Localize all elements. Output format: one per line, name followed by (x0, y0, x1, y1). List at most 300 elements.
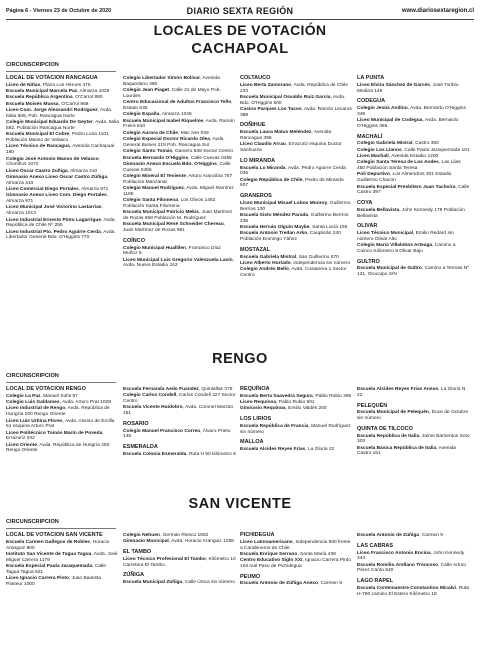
school-address: , John Kennedy 344 (357, 550, 465, 562)
polling-place-entry (240, 581, 353, 587)
school-name: Liceo Industrial Pto. Pedro Aguirre Cerda (6, 229, 101, 235)
polling-place-entry (6, 400, 119, 406)
newspaper-brand: DIARIO SEXTA REGIÓN (186, 6, 294, 16)
school-address: , Calle Única sin número (182, 580, 235, 586)
school-name: Liceo Técnico Municipal (357, 231, 413, 237)
school-name: Liceo Berta Zamorano (240, 82, 292, 88)
polling-place-entry (240, 83, 353, 95)
school-name: Colegio Jesús Andino (357, 106, 408, 111)
polling-place-entry (6, 187, 119, 193)
school-name: Colegio Libertador Simón Bolívar (123, 76, 200, 81)
school-name: Casino Parques Los Tacos (240, 106, 302, 112)
school-address: , Calle Tagua Tagua 521 (6, 563, 106, 575)
municipality-heading: QUINTA DE TILCOCO (357, 425, 413, 432)
school-name: Colegio Gabriela Mistral (357, 141, 413, 147)
page-header (6, 4, 474, 18)
school-address: , Avda. Horacio Aranguiz 1298 (168, 539, 234, 545)
school-name: Liceo Ignacio Carrera Pinto (6, 576, 69, 582)
polling-place-entry (6, 576, 119, 588)
school-address: , La Gloria 22 (305, 447, 335, 453)
school-address: , John Kennedy 178 Población Bellavista (357, 207, 465, 219)
school-address: , Avenida Estadio 1200 (388, 154, 439, 160)
school-address: , Avda. Ramón Freire 810 (123, 118, 235, 130)
school-name: Escuela Carmen Gallegos de Robles (6, 539, 90, 545)
school-address: , Juan Martínez de Rozas 658 Población M. Rodríguez (123, 210, 233, 221)
school-address: , Avda. Bdo. O'Higgins 500 (240, 94, 346, 106)
polling-place-entry (357, 118, 470, 130)
polling-place-entry (123, 387, 236, 393)
school-address: , Ignacio Carrera Pinto 104 mal Paso de Pichidegua (240, 558, 351, 569)
column (123, 518, 240, 598)
school-address: , Almarza 1013 (6, 205, 103, 217)
school-name: Escuela Municipal René Schneider Chereau (123, 222, 224, 228)
municipality-heading: OLIVAR (357, 223, 378, 230)
municipality-heading: MALLOA (240, 439, 264, 446)
school-address: , Los Almendros 301 Estadio Guillermo Chacón (357, 172, 452, 184)
polling-place-entry (357, 141, 470, 147)
polling-place-entry (357, 160, 470, 172)
school-name: Escuela República de Italia (357, 433, 420, 439)
column-caption (240, 372, 353, 382)
school-address: , Gamero 638 Sector Centro (172, 149, 234, 155)
school-name: Liceo Claudio Arrau (240, 142, 286, 148)
municipality-heading: PICHIDEGUA (240, 532, 275, 538)
school-name: Liceo Machalí (357, 154, 389, 160)
school-address: , Calle 21 de Mayo Pob. Lourdes (123, 88, 221, 99)
school-address: , Avda. Bernardo O'Higgins 349 (357, 106, 466, 117)
school-address: , Camino a Termas Nº 121, Orocoipo S/N (357, 266, 470, 278)
school-address: , Chorrillos 1072 (6, 156, 101, 168)
school-address: , Errazuriz esquina Doctor Sanhueza (240, 142, 342, 154)
school-address: , Pedro de Miranda 607 (240, 177, 344, 189)
school-name: Escuela Municipal Isabel Riquelme (123, 118, 204, 124)
municipality-heading: DOÑIHUE (240, 122, 266, 129)
school-name: Colegio Especial Doctor Ricardo Olea (123, 137, 210, 143)
school-address: , Manuel Rodríguez sin número (240, 423, 351, 435)
school-name: Escuela Especial Presbítero Juan Tachoira (357, 184, 456, 190)
column (6, 372, 123, 458)
school-name: Colegio Manuel Rodríguez (123, 186, 184, 192)
polling-place-entry (123, 162, 236, 174)
school-address: , Doce de Octubre sin número (357, 410, 469, 421)
polling-place-entry (123, 405, 236, 417)
school-address: , Francisco Díaz Muñoz 5 (123, 245, 221, 257)
column (123, 61, 240, 279)
school-name: Escuela Lo Miranda (240, 165, 286, 171)
municipality-heading: LOCAL DE VOTACION RANCAGUA (6, 75, 98, 81)
polling-place-entry (123, 258, 236, 270)
municipality-heading: LOS LIRIOS (240, 416, 272, 423)
school-address: , Avda. Ramón Lecaros 388 (240, 106, 352, 118)
school-name: Colegio Municipal Eduardo De Geyter (6, 120, 93, 126)
column-caption (357, 518, 470, 528)
school-address: , Calle Cuevas 0455 (123, 161, 231, 173)
section-cachapoal (6, 61, 474, 326)
polling-place-entry (240, 95, 353, 107)
school-name: Escuela República de Francia (240, 423, 309, 429)
school-address: , Avenida Baquedano 390 (123, 76, 220, 87)
school-name: Escuela Gabriela Mistral (240, 254, 296, 260)
school-name: Liceo Óscar Castro Zuñiga (6, 168, 68, 174)
polling-place-entry (6, 540, 119, 552)
columns (6, 372, 474, 458)
municipality-heading: COLTAUCO (240, 75, 271, 81)
polling-place-entry (240, 107, 353, 119)
website-link[interactable]: www.diariosextaregion.cl (401, 8, 474, 14)
school-name: Escuela Contemaestre Constantino Micalvi (357, 585, 457, 591)
column (123, 372, 240, 458)
polling-place-entry (6, 157, 119, 169)
polling-place-entry (240, 225, 353, 231)
school-address: , Castro 300 (412, 141, 439, 147)
column (240, 372, 357, 458)
school-name: Liceo Luis Urbina Flores (6, 418, 63, 424)
column (357, 372, 474, 458)
school-address: , Estado 635 (123, 100, 233, 111)
polling-place-entry (240, 400, 353, 406)
column-caption (123, 518, 236, 528)
polling-place-entry (123, 580, 236, 586)
polling-place-entry (240, 166, 353, 178)
polling-place-entry (6, 552, 119, 564)
polling-place-entry (6, 169, 119, 175)
polling-place-entry (123, 198, 236, 210)
school-address: , Ruta H-790 camino El Estero Kilómetro 18 (357, 585, 469, 597)
school-address: , Avda. Italia 608, Pob. Rancagua Norte (6, 108, 113, 119)
polling-place-entry (240, 178, 353, 190)
school-address: , Jaime Barrientos Soto 303 (357, 433, 470, 445)
school-name: Liceo Técnico de Rancagua (6, 144, 70, 150)
school-name: Colegio Andrés Bello (240, 267, 289, 273)
school-name: Liceo Municipal José Victorino Lastarrias (6, 205, 102, 211)
school-address: , Avda. Pedro Aguirre Cerda 035 (240, 165, 346, 177)
school-address: , Guillermo Berríos 130 (240, 200, 351, 212)
school-address: , Avda. Nueva Estadio 242 (123, 257, 234, 269)
school-address: , independencia sin número (290, 261, 351, 266)
school-name: Centro Educativo Siglo XXI (240, 558, 303, 564)
polling-place-entry (123, 131, 236, 137)
polling-place-entry (240, 130, 353, 142)
school-name: Colegio Aurora de Chile (123, 130, 178, 136)
school-address: , Avda. República de Chile Nº 255 (6, 217, 116, 229)
polling-place-entry (6, 132, 119, 144)
polling-place-entry (123, 210, 236, 222)
polling-place-entry (240, 213, 353, 225)
municipality-heading: LA PUNTA (357, 75, 385, 81)
school-address: , Camino a Coinco Kilómetro 8 Olivar Bajo (357, 243, 456, 254)
school-name: Escuela República Argentina (6, 95, 73, 101)
section-title-san-vicente: SAN VICENTE (188, 496, 292, 512)
school-name: Colegio Municipal Huallilen (123, 245, 186, 251)
school-name: Escuela Antonio de Zúñiga (357, 533, 419, 538)
municipality-heading: EL TAMBO (123, 549, 152, 556)
school-address: , Avda. Alonso de Ercilla 51 esquina Arturo Prat (6, 418, 115, 430)
polling-place-entry (123, 557, 236, 569)
municipality-heading: LO MIRANDA (240, 157, 276, 164)
school-name: Gimnasio Requínoa (240, 406, 286, 412)
school-address: , Horacio Aranguiz 800 (6, 539, 110, 551)
school-address: , Pedro Luna 1101 Población Manso de Velasco (6, 132, 109, 144)
polling-place-entry (6, 419, 119, 431)
school-name: Colegio Santa Filomena (123, 198, 178, 204)
school-address: , Almarza 971 (6, 193, 109, 205)
caption-rule (6, 528, 116, 529)
polling-place-entry (357, 185, 470, 197)
school-name: Colegio España (123, 112, 160, 118)
polling-place-entry (6, 443, 119, 455)
school-name: Colegio Santo Tomás (123, 149, 173, 155)
municipality-heading: LOCAL DE VOTACION RENGO (6, 386, 86, 392)
school-address: , Ruta H 50 kilómetro 6 (186, 451, 236, 457)
polling-place-entry (6, 193, 119, 205)
polling-place-entry (6, 83, 119, 89)
school-name: Colegio José Antonio Manso de Velasco (6, 156, 99, 162)
school-name: Liceo Técnico Profesional El Tambo (123, 556, 206, 562)
school-name: Liceo Elvira Sánchez de Garcés (357, 82, 430, 88)
section-rengo (6, 372, 474, 492)
school-address: , Emilio Redard sin número Olivar Alto (357, 231, 454, 242)
polling-place-entry (6, 205, 119, 217)
school-address: , Avda. República de Hungría 250 Rengo Oriente (6, 442, 110, 454)
school-name: Liceo Francisco Antonio Encina (357, 550, 431, 556)
school-address: , Carmen 9 (419, 533, 443, 538)
polling-place-entry (240, 231, 353, 243)
school-name: Gimnasio Municipal (123, 539, 169, 545)
municipality-heading: ROSARIO (123, 420, 149, 427)
polling-place-entry (240, 201, 353, 213)
school-address: , Calle Arturo Pérez Canto 640 (357, 562, 467, 574)
school-name: Escuela Sixto Méndez Parada (240, 212, 309, 218)
school-address: , Germán Riesco 1662 (159, 533, 209, 538)
school-address: , Calle Cuevas 0455 (188, 155, 232, 161)
polling-place-entry (240, 394, 353, 400)
polling-place-entry (123, 100, 236, 112)
polling-place-entry (357, 563, 470, 575)
column (240, 518, 357, 598)
polling-place-entry (6, 394, 119, 400)
polling-place-entry (123, 452, 236, 458)
polling-place-entry (240, 558, 353, 570)
column-caption (240, 61, 353, 71)
school-address: , Avda. República de Chile 233 (240, 82, 348, 94)
school-address: , Kilómetro 10 Carretera El Tambo (123, 556, 236, 568)
school-name: Escuela Moisés Mussa (6, 101, 59, 107)
school-address: , Álvaro Prieto 145 (123, 428, 231, 440)
school-name: Escuela Municipal Patricio Mekis (123, 210, 199, 216)
municipality-heading: ZÚÑIGA (123, 572, 145, 579)
school-address: , Independencia 840 frente a Carabineros de Chile (240, 539, 351, 551)
municipality-heading: LAGO RAPEL (357, 578, 394, 585)
main-title: LOCALES DE VOTACIÓN (153, 22, 327, 38)
column-caption: CIRCUNSCRIPCION (6, 62, 59, 69)
school-name: Escuela Antonio de Zúñiga Anexo (240, 581, 318, 587)
polling-place-entry (123, 119, 236, 131)
school-name: Escuela Fernanda Aedo Fuandez (123, 387, 199, 392)
school-name: Escuela Hernán Olguín Maybe (240, 225, 310, 231)
polling-place-entry (123, 156, 236, 162)
polling-place-entry (357, 434, 470, 446)
school-name: Colegio Los Llanos (357, 147, 402, 153)
school-address: , Quintallas 375 (198, 387, 233, 392)
school-name: Escuela Colonia Esmeralda (123, 451, 187, 457)
caption-rule (6, 382, 116, 383)
school-name: Colegio Santa Teresa de Los Andes (357, 160, 439, 166)
polling-place-entry (6, 120, 119, 132)
school-name: Escuela Bellavista (357, 207, 400, 213)
polling-place-entry (357, 172, 470, 184)
school-name: Liceo Industrial Ernesto Pinto Lagarrigue (6, 217, 102, 223)
school-address: , San Guillermo 570 (296, 254, 339, 260)
polling-place-entry (357, 446, 470, 458)
school-address: , Avda. Italia 582, Población Rancagua Norte (6, 120, 119, 131)
polling-place-entry (357, 83, 470, 95)
school-name: Escuela Municipal Marcela Paz (6, 89, 78, 95)
school-address: , O'Carrol 868 (58, 101, 89, 107)
polling-place-entry (357, 154, 470, 160)
polling-place-entry (240, 406, 353, 412)
school-address: , Carlos Condell 427 Sector Centro (123, 393, 236, 405)
polling-place-entry (240, 424, 353, 436)
school-address: , Mac Iver 049 (178, 130, 209, 136)
polling-place-entry (357, 586, 470, 598)
school-address: , Carmen 9 (317, 581, 342, 587)
polling-place-entry (240, 540, 353, 552)
column-caption: CIRCUNSCRIPCION (6, 519, 59, 526)
school-address: , Emilio Valdés 200 (285, 406, 327, 412)
polling-place-entry (240, 142, 353, 154)
school-address: , Pablo Rubio 395 (312, 393, 352, 399)
municipality-heading: LAS CABRAS (357, 542, 394, 549)
school-address: , Avenida Cachapoal 160 (6, 144, 115, 156)
school-address: , Santa Lucía 155 (309, 225, 348, 231)
school-name: Escuela Municipal Osvaldo Ruiz García (240, 94, 331, 100)
school-name: Poli Deportivo (357, 172, 390, 178)
column-caption: CIRCUNSCRIPCION (6, 373, 59, 380)
columns (6, 61, 474, 279)
header-rule (6, 19, 474, 20)
municipality-heading: LOCAL DE VOTACION SAN VICENTE (6, 532, 103, 538)
school-name: Liceo Municipal de Codegua (357, 118, 423, 124)
school-name: Liceo Industrial de Rengo (6, 406, 66, 412)
municipality-heading: GRANEROS (240, 193, 272, 200)
school-name: Liceo Alberto Hurtado (240, 261, 291, 266)
school-name: Escuela Romilio Arellano Troncoso (357, 562, 439, 568)
polling-place-entry (357, 243, 470, 255)
school-address: , Avda. República de Hungría 100 Rengo Oriente (6, 406, 110, 418)
school-name: Colegio Manuel Francisco Correa (123, 428, 200, 434)
school-address: , Calle Paula Jaraquemada 101 (401, 147, 470, 153)
column (6, 61, 123, 279)
school-address: , Cauplicán 240 Población Domingo Yáñez (240, 231, 341, 243)
polling-place-entry (357, 231, 470, 243)
school-name: Liceo Oriente (6, 442, 37, 448)
school-name: Escuela Municipal El Cobre (6, 132, 70, 138)
school-name: Escuela Municipal Zúñiga (123, 580, 183, 586)
school-name: Gimnasio Anexo Escuela Bdo. O'Higgins (123, 161, 217, 167)
school-address: , Juan Bautista Pasteur 1000 (6, 576, 102, 587)
municipality-heading: ESMERALDA (123, 444, 158, 451)
municipality-heading: CODEGUA (357, 98, 386, 105)
school-address: , Errazuriz 032 (6, 430, 104, 442)
school-name: Liceo Requínoa (240, 400, 277, 406)
school-name: Escuela Alcides Reyes Frías (240, 447, 306, 453)
school-name: Escuela Especial Paula Jaraquemada (6, 563, 93, 569)
school-address: , Almarza 1029 (77, 89, 110, 95)
school-name: Escuela Básica República de Italia (357, 445, 437, 451)
school-name: Liceo de Niñas (6, 82, 41, 88)
municipality-heading: COYA (357, 200, 373, 207)
polling-place-entry (6, 218, 119, 230)
caption-rule (6, 71, 116, 72)
school-name: Escuela Enrique Serrano (240, 551, 298, 557)
column-caption (240, 518, 353, 528)
school-name: Centro Educacional de Adultos Francisco Tello (123, 100, 232, 106)
polling-place-entry (123, 88, 236, 100)
school-address: , Plaza Los Héroes 475 (40, 82, 91, 88)
municipality-heading: PELEQUÉN (357, 402, 388, 409)
polling-place-entry (123, 186, 236, 198)
polling-place-entry (6, 406, 119, 418)
school-address: , Los Olivos 1462 Población Santa Filomena (123, 198, 216, 209)
municipality-heading: GULTRO (357, 258, 380, 265)
school-name: Liceo Comercial Diego Portales (6, 187, 79, 193)
school-address: , Almarza 971 (78, 187, 109, 193)
polling-place-entry (123, 76, 236, 88)
polling-place-entry (357, 387, 470, 399)
polling-place-entry (240, 255, 353, 261)
polling-place-entry (123, 533, 236, 539)
school-address: , Juan Martínez de Rozas 981 (123, 222, 226, 234)
column-caption (357, 372, 470, 382)
column (357, 61, 474, 279)
school-name: Colegio Nehuen (123, 533, 160, 538)
polling-place-entry (123, 149, 236, 155)
polling-place-entry (6, 108, 119, 120)
polling-place-entry (123, 393, 236, 405)
page-meta: Página 6 - Viernes 23 de Octubre de 2020 (6, 8, 112, 14)
school-address: , Avda. Coronel Marzan 181 (123, 405, 234, 417)
municipality-heading: COÍNCO (123, 237, 145, 244)
school-name: Liceo Latinoamericano (240, 539, 293, 545)
polling-place-entry (357, 148, 470, 154)
school-name: Colegio María Villalobos Arteaga (357, 243, 433, 249)
school-address: , Arturo Arancibia 767 Población Manzanal (123, 173, 233, 185)
polling-place-entry (357, 551, 470, 563)
polling-place-entry (357, 106, 470, 118)
polling-place-entry (357, 208, 470, 220)
school-name: Liceo Municipal Misael Lobos Monroy (240, 200, 328, 206)
school-address: , Avda. José Miguel Carrera 1179 (6, 551, 118, 563)
polling-place-entry (357, 533, 470, 539)
school-name: Escuela Bernardo O'Higgins (123, 155, 189, 161)
columns (6, 518, 474, 598)
polling-place-entry (6, 89, 119, 95)
municipality-heading: MACHALÍ (357, 133, 383, 140)
polling-place-entry (6, 102, 119, 108)
polling-place-entry (6, 431, 119, 443)
school-address: , Almarza 410 (6, 174, 109, 186)
school-address: , La Gloria N 22 (357, 387, 466, 398)
school-address: , O'Carrol 850 (72, 95, 103, 101)
school-address: , Pablo Rubio 501 (276, 400, 315, 406)
school-address: , Avda. General Bulnes 219 Pob. Rancagua Sur (123, 137, 225, 148)
school-address: , Avda. Libertador General Bdo. O'Higgins 770 (6, 229, 116, 241)
municipality-heading: PEUMO (240, 573, 261, 580)
school-address: , Almarza 1045 (159, 112, 192, 118)
school-name: Escuela Municipal de Pelequén (357, 410, 429, 416)
school-address: , Avenida Rancagua 398 (240, 130, 332, 141)
column-caption (357, 61, 470, 71)
